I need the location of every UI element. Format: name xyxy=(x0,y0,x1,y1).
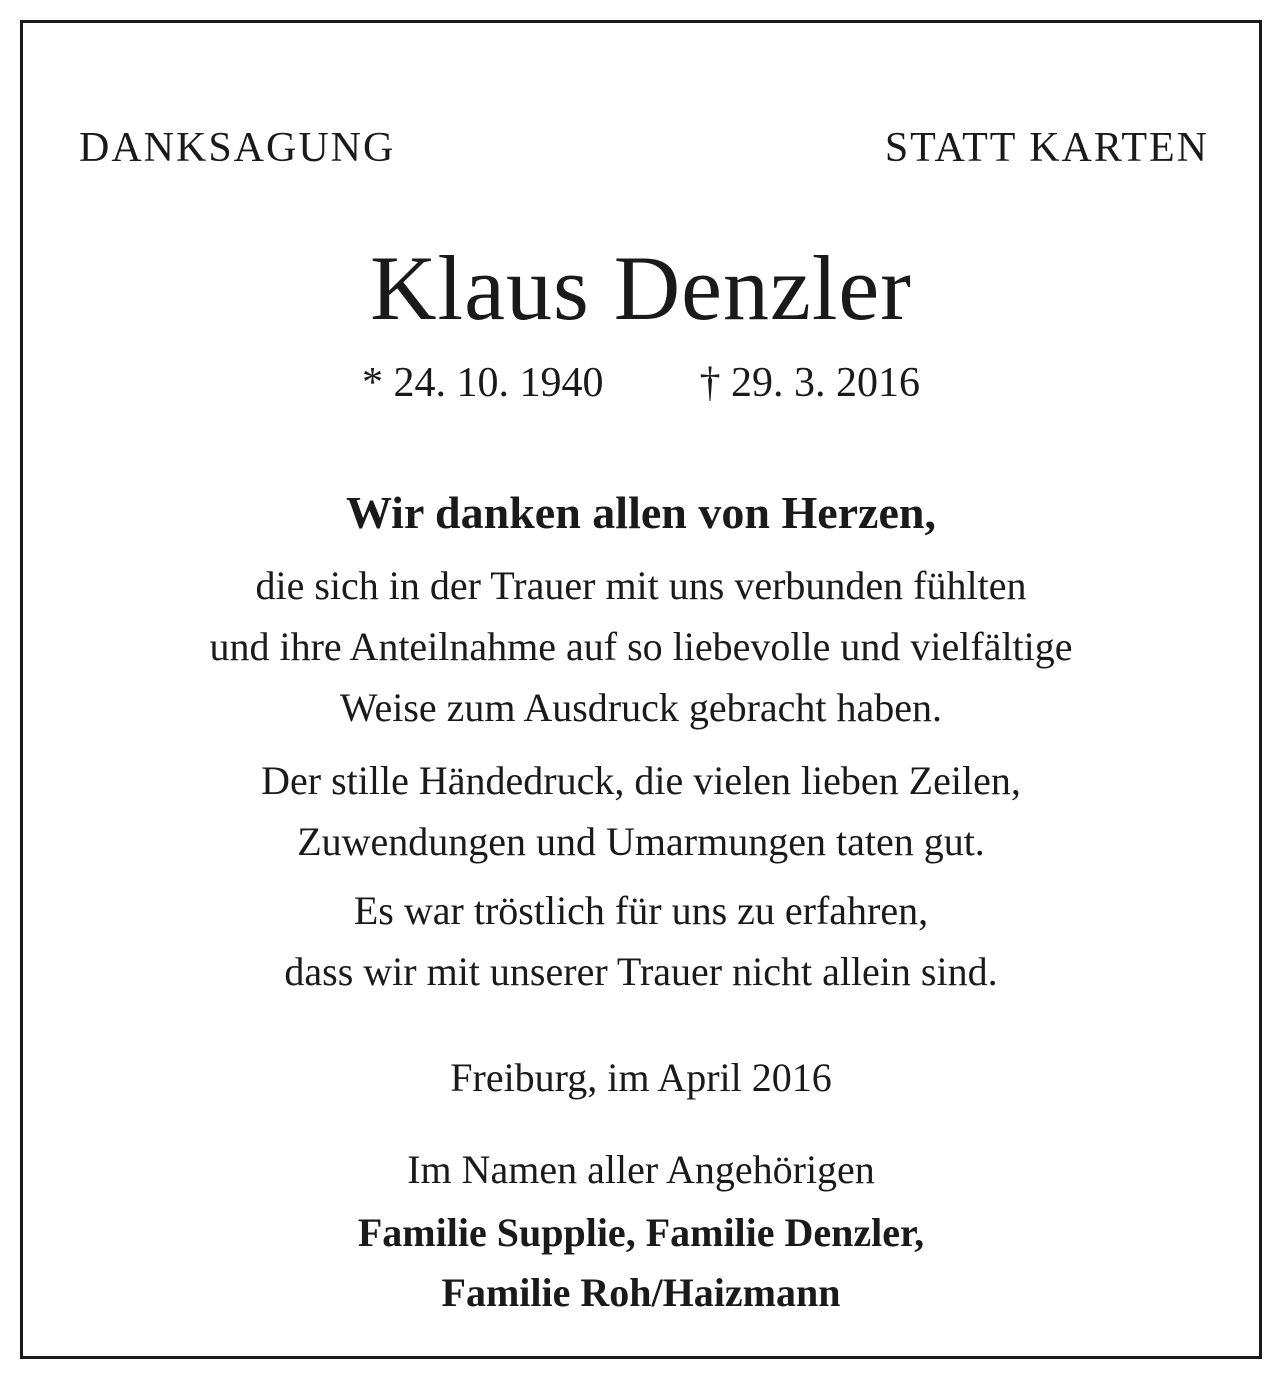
family-line: Familie Supplie, Familie Denzler, xyxy=(357,1210,925,1255)
paragraph-line: Weise zum Ausdruck gebracht haben. xyxy=(339,685,943,730)
family-names xyxy=(23,1203,1259,1323)
thanks-heading: Wir danken allen von Herzen, xyxy=(346,487,936,538)
life-dates xyxy=(23,355,1259,411)
birth-date: * 24. 10. 1940 xyxy=(362,360,604,406)
paragraph-2 xyxy=(23,750,1259,872)
deceased-name: Klaus Denzler xyxy=(370,237,912,339)
danksagung-label: DANKSAGUNG xyxy=(79,125,396,171)
place-date: Freiburg, im April 2016 xyxy=(450,1055,832,1100)
family-line: Familie Roh/Haizmann xyxy=(441,1270,841,1315)
paragraph-line: die sich in der Trauer mit uns verbunden fühlten xyxy=(255,563,1027,608)
paragraph-3 xyxy=(23,880,1259,1002)
signature-intro: Im Namen aller Angehörigen xyxy=(407,1147,875,1192)
paragraph-line: Es war tröstlich für uns zu erfahren, xyxy=(353,888,929,933)
paragraph-line: und ihre Anteilnahme auf so liebevolle und vielfältige xyxy=(209,624,1073,669)
paragraph-line: Der stille Händedruck, die vielen lieben Zeilen, xyxy=(261,758,1021,803)
paragraph-line: Zuwendungen und Umarmungen taten gut. xyxy=(297,819,985,864)
notice-frame xyxy=(20,20,1262,1359)
paragraph-1 xyxy=(23,555,1259,738)
statt-karten-label: STATT KARTEN xyxy=(884,125,1209,171)
death-date: † 29. 3. 2016 xyxy=(699,360,920,406)
paragraph-line: dass wir mit unserer Trauer nicht allein sind. xyxy=(284,949,998,994)
